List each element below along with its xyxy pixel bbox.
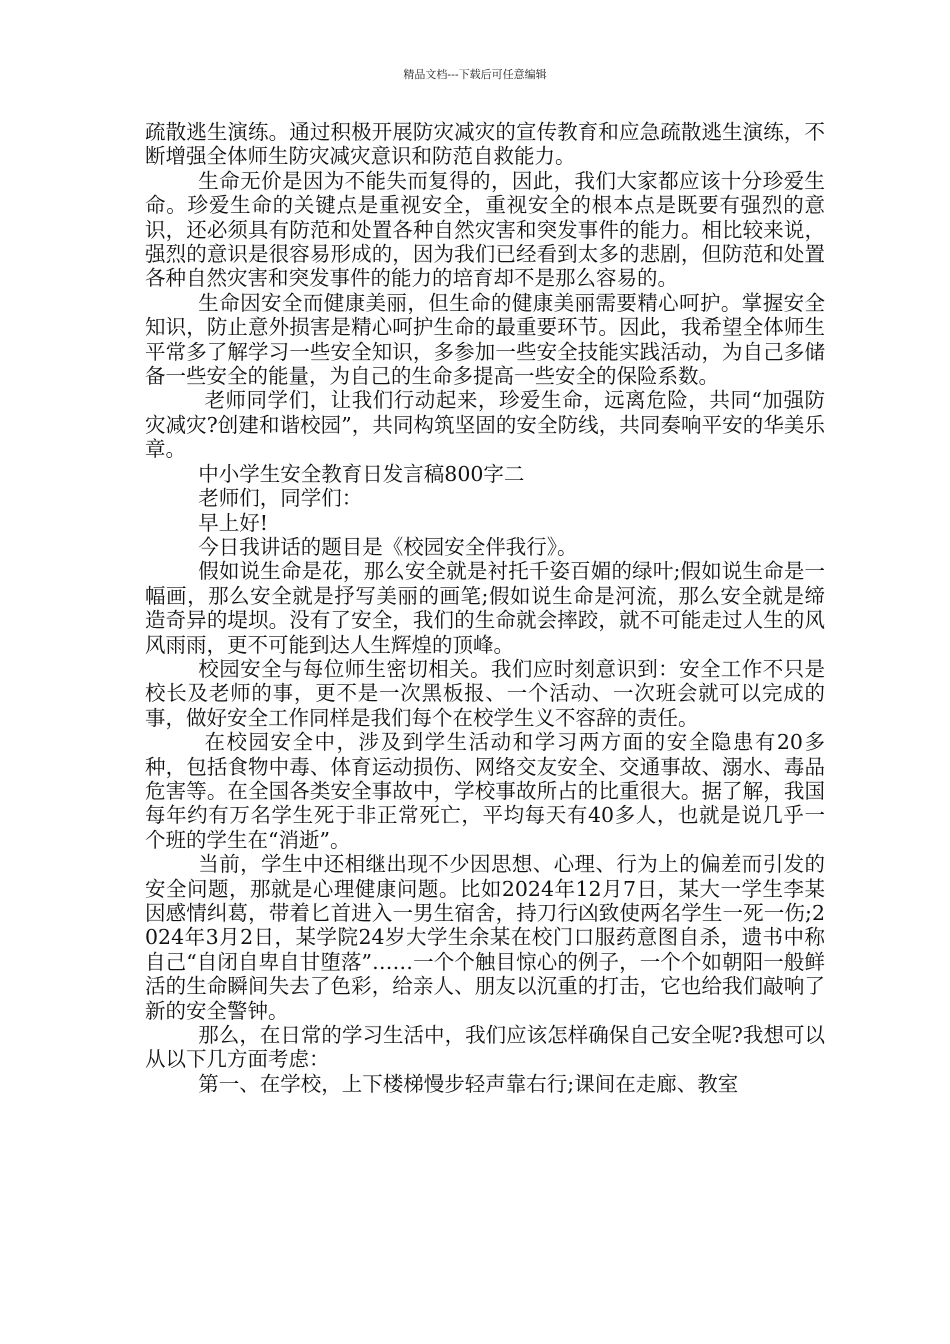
paragraph: 在校园安全中，涉及到学生活动和学习两方面的安全隐患有20多种，包括食物中毒、体育运动损伤、网络交友安全、交通事故、溺水、毒品危害等。在全国各类安全事故中，学校事故所占的比重很大。据了解，我国每年约有万名学生死于非正常死亡，平均每天有40多人，也就是说几乎一个班的学生在“消逝”。 bbox=[145, 730, 825, 852]
section-title: 中小学生安全教育日发言稿800字二 bbox=[198, 461, 525, 486]
page-header: 精品文档---下载后可任意编辑 bbox=[403, 68, 547, 81]
greeting: 早上好! bbox=[198, 510, 269, 535]
paragraph: 老师同学们，让我们行动起来，珍爱生命，远离危险，共同“加强防灾减灾?创建和谐校园”，共同构筑坚固的安全防线，共同奏响平安的华美乐章。 bbox=[145, 388, 825, 462]
paragraph: 那么，在日常的学习生活中，我们应该怎样确保自己安全呢?我想可以从以下几方面考虑： bbox=[145, 1023, 825, 1072]
document-body bbox=[145, 120, 825, 1096]
paragraph: 生命因安全而健康美丽，但生命的健康美丽需要精心呵护。掌握安全知识，防止意外损害是精心呵护生命的最重要环节。因此，我希望全体师生平常多了解学习一些安全知识，多参加一些安全技能实践活动，为自己多储备一些安全的能量，为自己的生命多提高一些安全的保险系数。 bbox=[145, 290, 825, 389]
paragraph: 疏散逃生演练。通过积极开展防灾减灾的宣传教育和应急疏散逃生演练，不断增强全体师生防灾减灾意识和防范自救能力。 bbox=[145, 120, 825, 169]
paragraph: 校园安全与每位师生密切相关。我们应时刻意识到：安全工作不只是校长及老师的事，更不是一次黑板报、一个活动、一次班会就可以完成的事，做好安全工作同样是我们每个在校学生义不容辞的责任。 bbox=[145, 656, 825, 730]
salutation: 老师们，同学们： bbox=[198, 486, 363, 511]
paragraph: 生命无价是因为不能失而复得的，因此，我们大家都应该十分珍爱生命。珍爱生命的关键点是重视安全，重视安全的根本点是既要有强烈的意识，还必须具有防范和处置各种自然灾害和突发事件的能力。相比较来说，强烈的意识是很容易形成的，因为我们已经看到太多的悲剧，但防范和处置各种自然灾害和突发事件的能力的培育却不是那么容易的。 bbox=[145, 168, 825, 291]
paragraph: 今日我讲话的题目是《校园安全伴我行》。 bbox=[198, 534, 578, 559]
paragraph: 假如说生命是花，那么安全就是衬托千姿百媚的绿叶;假如说生命是一幅画，那么安全就是抒写美丽的画笔;假如说生命是河流，那么安全就是缔造奇异的堤坝。没有了安全，我们的生命就会摔跤，就不可能走过人生的风风雨雨，更不可能到达人生辉煌的顶峰。 bbox=[145, 559, 825, 657]
paragraph: 第一、在学校，上下楼梯慢步轻声靠右行;课间在走廊、教室 bbox=[198, 1071, 739, 1096]
paragraph: 当前，学生中还相继出现不少因思想、心理、行为上的偏差而引发的安全问题，那就是心理健康问题。比如2024年12月7日，某大一学生李某因感情纠葛，带着匕首进入一男生宿舍，持刀行凶致使两名学生一死一伤;2024年3月2日，某学院24岁大学生余某在校门口服药意图自杀，遗书中称自己“自闭自卑自甘堕落”……一个个触目惊心的例子，一个个如朝阳一般鲜活的生命瞬间失去了色彩，给亲人、朋友以沉重的打击，它也给我们敲响了新的安全警钟。 bbox=[145, 852, 825, 1023]
